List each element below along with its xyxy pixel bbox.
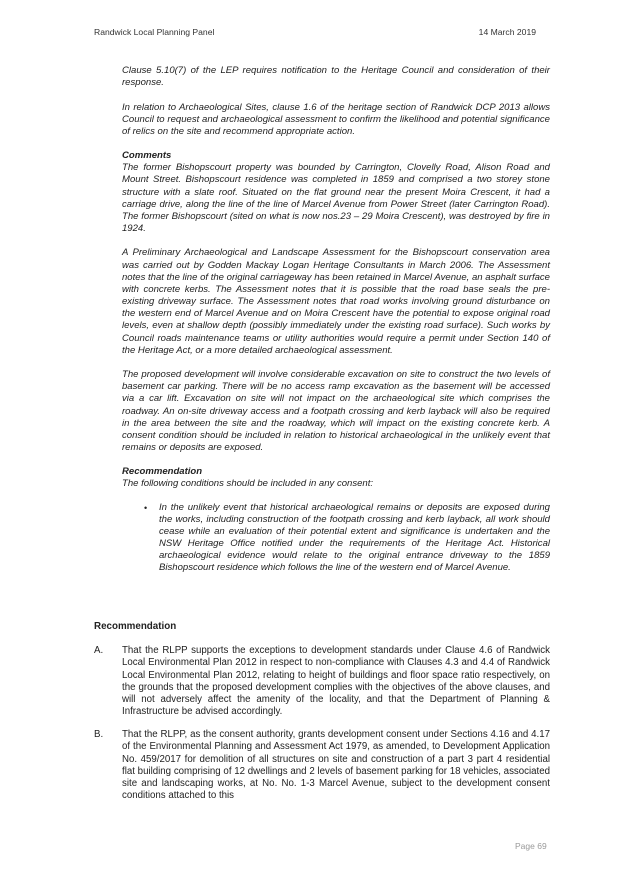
header-panel-name: Randwick Local Planning Panel [94,27,215,37]
paragraph-bishopscourt-history: The former Bishopscourt property was bounded by Carrington, Clovelly Road, Alison Road and Mount Street. Bishopscourt residence was completed in 1859 and comprised a two storey stone structure with a slate roof. Situated on the flat ground near the present Moira Crescent, it had a carriage drive, along the line of the line of Marcel Avenue from Power Street (later Carrington Road). The former Bishopscourt (sited on what is now nos.23 – 29 Moira Crescent), was destroyed by fire in 1924. [122,162,550,235]
paragraph-archaeological-assessment: A Preliminary Archaeological and Landscape Assessment for the Bishopscourt conservation area was carried out by Godden Mackay Logan Heritage Consultants in March 2006. The Assessment notes that the line of the original carriageway has been retained in Marcel Avenue, an asphalt surface with concrete kerbs. The Assessment notes that it is possible that the road base seals the pre-existing driveway surface. The Assessment notes that road works involving ground disturbance on the western end of Marcel Avenue and on Moira Crescent have the potential to expose original road levels, even at shallow depth (possibly immediately under the existing road surface). Such works by Council roads maintenance teams or utility authorities would require a permit under Section 140 of the Heritage Act, or a more detailed archaeological assessment. [122,247,550,356]
heritage-recommendation-intro: The following conditions should be included in any consent: [122,478,374,490]
item-text: That the RLPP, as the consent authority, grants development consent under Sections 4.16 and 4.17 of the Environmental Planning and Assessment Act 1979, as amended, to Development Application No. 459/2017 for demolition of all structures on site and construction of a part 3 part 4 residential flat building comprising of 12 dwellings and 2 levels of basement parking for 18 vehicles, associated site and landscaping works, at No. No. 1-3 Marcel Avenue, subject to the development consent conditions attached to this [122,729,550,802]
comments-heading: Comments [122,150,172,162]
page-header [94,27,536,37]
paragraph-proposed-excavation: The proposed development will involve considerable excavation on site to construct the two levels of basement car parking. There will be no access ramp excavation as the basement will be accessed via a car lift. Excavation on site will not impact on the archaeological site which comprises the roadway. An on-site driveway access and a footpath crossing and kerb layback will also be required in the area between the site and the roadway, which will impact on the existing concrete kerb. A consent condition should be included in relation to historical archaeological in the unlikely event that remains or deposits are exposed. [122,369,550,453]
recommendation-item-b [94,729,550,803]
bullet-glyph: • [144,502,148,513]
recommendation-title: Recommendation [94,621,177,632]
recommendation-item-a [94,645,550,719]
condition-list [122,502,550,575]
page-number: Page 69 [515,841,547,851]
heritage-comments-section [122,65,550,575]
condition-text: In the unlikely event that historical archaeological remains or deposits are exposed during the works, including construction of the footpath crossing and kerb layback, all work should cease while an evaluation of their potential extent and significance is undertaken and the NSW Heritage Office notified under the requirements of the Heritage Act. Historical archaeological evidence would relate to the original entrance driveway to the 1859 Bishopscourt residence which follows the line of the western end of Marcel Avenue. [159,501,550,574]
item-letter: A. [94,645,104,656]
list-item [122,502,550,575]
paragraph-lep-clause: Clause 5.10(7) of the LEP requires notification to the Heritage Council and consideration of their response. [122,65,550,89]
item-text: That the RLPP supports the exceptions to development standards under Clause 4.6 of Randwick Local Environmental Plan 2012 in respect to non-compliance with Clauses 4.3 and 4.4 of Randwick Local Environmental Plan 2012, relating to height of buildings and floor space ratio respectively, on the grounds that the proposed development complies with the objectives of the above clauses, and will not adversely affect the amenity of the locality, and that the Department of Planning & Infrastructure be advised accordingly. [122,645,550,718]
item-letter: B. [94,729,104,740]
heritage-recommendation-heading: Recommendation [122,466,203,478]
paragraph-archaeological-sites: In relation to Archaeological Sites, clause 1.6 of the heritage section of Randwick DCP 2013 allows Council to request and archaeological assessment to confirm the likelihood and potential significance of relics on the site and recommend appropriate action. [122,101,550,137]
header-date: 14 March 2019 [478,27,536,37]
